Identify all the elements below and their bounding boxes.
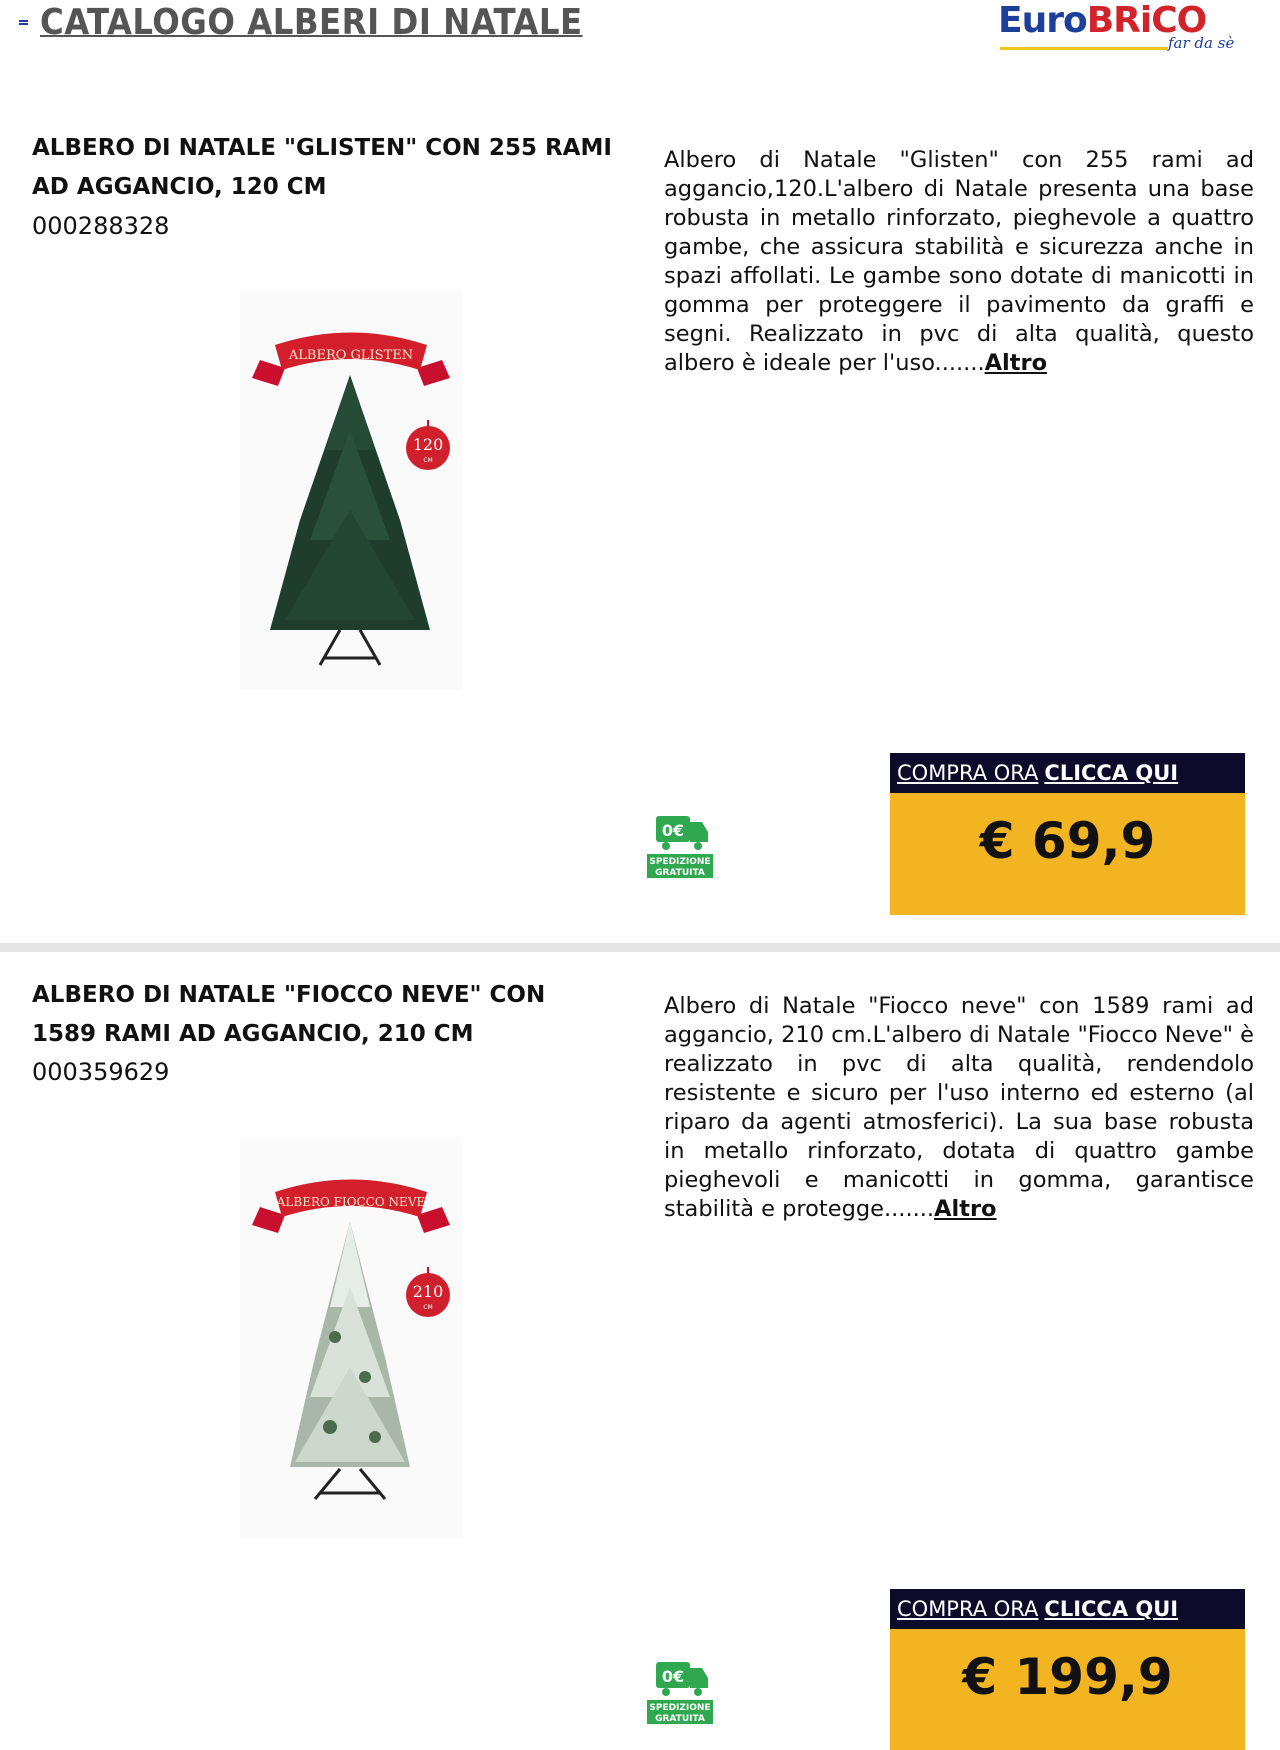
free-shipping-badge — [646, 812, 716, 882]
product-description: Albero di Natale "Glisten" con 255 rami ad aggancio,120.L'albero di Natale presenta una base robusta in metallo rinforzato, pieghevole a quattro gambe, che assicura stabilità e sicurezza anche in spazi affollati. Le gambe sono dotate di manicotti in gomma per proteggere il pavimento da graffi e segni. Realizzato in pvc di alta qualità, questo albero è ideale per l'uso.......Altro — [664, 147, 1254, 376]
product-code: 000288328 — [32, 212, 170, 240]
product-price[interactable]: € 199,9 — [890, 1629, 1245, 1750]
delivery-truck-icon — [646, 812, 716, 882]
more-link[interactable]: Altro — [934, 1196, 997, 1222]
image-banner-text: ALBERO FIOCCO NEVE — [276, 1195, 426, 1209]
catalog-title[interactable]: CATALOGO ALBERI DI NATALE — [40, 2, 583, 43]
section-divider — [0, 943, 1280, 952]
logo-tagline: far da sè — [1168, 34, 1235, 52]
svg-text:SPEDIZIONE: SPEDIZIONE — [649, 857, 711, 867]
svg-text:CM: CM — [423, 1304, 433, 1311]
buy-box — [890, 1589, 1245, 1750]
svg-text:SPEDIZIONE: SPEDIZIONE — [649, 1703, 711, 1713]
product-code: 000359629 — [32, 1058, 170, 1086]
snowy-christmas-tree-image — [240, 1137, 462, 1537]
menu-icon[interactable] — [19, 20, 28, 27]
christmas-tree-image — [240, 290, 462, 690]
buy-box — [890, 753, 1245, 915]
svg-text:CM: CM — [423, 457, 433, 464]
svg-text:0€: 0€ — [661, 821, 685, 840]
free-shipping-badge — [646, 1658, 716, 1728]
more-link[interactable]: Altro — [984, 350, 1048, 376]
compra-ora-link[interactable]: COMPRA ORA — [897, 1597, 1039, 1621]
buy-now-bar[interactable] — [890, 753, 1245, 793]
product-image — [240, 290, 462, 690]
page-header — [0, 0, 1280, 60]
image-size-badge: 210 — [412, 1282, 444, 1301]
clicca-qui-link[interactable]: CLICCA QUI — [1044, 761, 1179, 785]
eurobrico-logo — [998, 0, 1244, 58]
buy-now-bar[interactable] — [890, 1589, 1245, 1629]
image-banner-text: ALBERO GLISTEN — [288, 348, 414, 363]
svg-text:0€: 0€ — [661, 1667, 685, 1686]
product-name: ALBERO DI NATALE "GLISTEN" CON 255 RAMI AD AGGANCIO, 120 CM — [32, 135, 612, 200]
logo-underline — [1000, 47, 1168, 50]
product-image — [240, 1137, 462, 1537]
product-price[interactable]: € 69,9 — [890, 793, 1245, 915]
svg-text:GRATUITA: GRATUITA — [655, 1714, 705, 1724]
product-name: ALBERO DI NATALE "FIOCCO NEVE" CON 1589 RAMI AD AGGANCIO, 210 CM — [32, 982, 546, 1047]
logo-euro: Euro — [998, 0, 1087, 41]
clicca-qui-link[interactable]: CLICCA QUI — [1044, 1597, 1179, 1621]
image-size-badge: 120 — [412, 435, 444, 454]
delivery-truck-icon — [646, 1658, 716, 1728]
svg-text:GRATUITA: GRATUITA — [655, 868, 705, 878]
compra-ora-link[interactable]: COMPRA ORA — [897, 761, 1039, 785]
product-description: Albero di Natale "Fiocco neve" con 1589 rami ad aggancio, 210 cm.L'albero di Natale "Fiocco Neve" è realizzato in pvc di alta qualità, rendendolo resistente e sicuro per l'uso interno ed esterno (al riparo da agenti atmosferici). La sua base robusta in metallo rinforzato, dotata di quattro gambe pieghevoli e manicotti in gomma, garantisce stabilità e protegge.......Altro — [664, 993, 1254, 1222]
logo-brico: BRiCO — [1086, 0, 1207, 41]
